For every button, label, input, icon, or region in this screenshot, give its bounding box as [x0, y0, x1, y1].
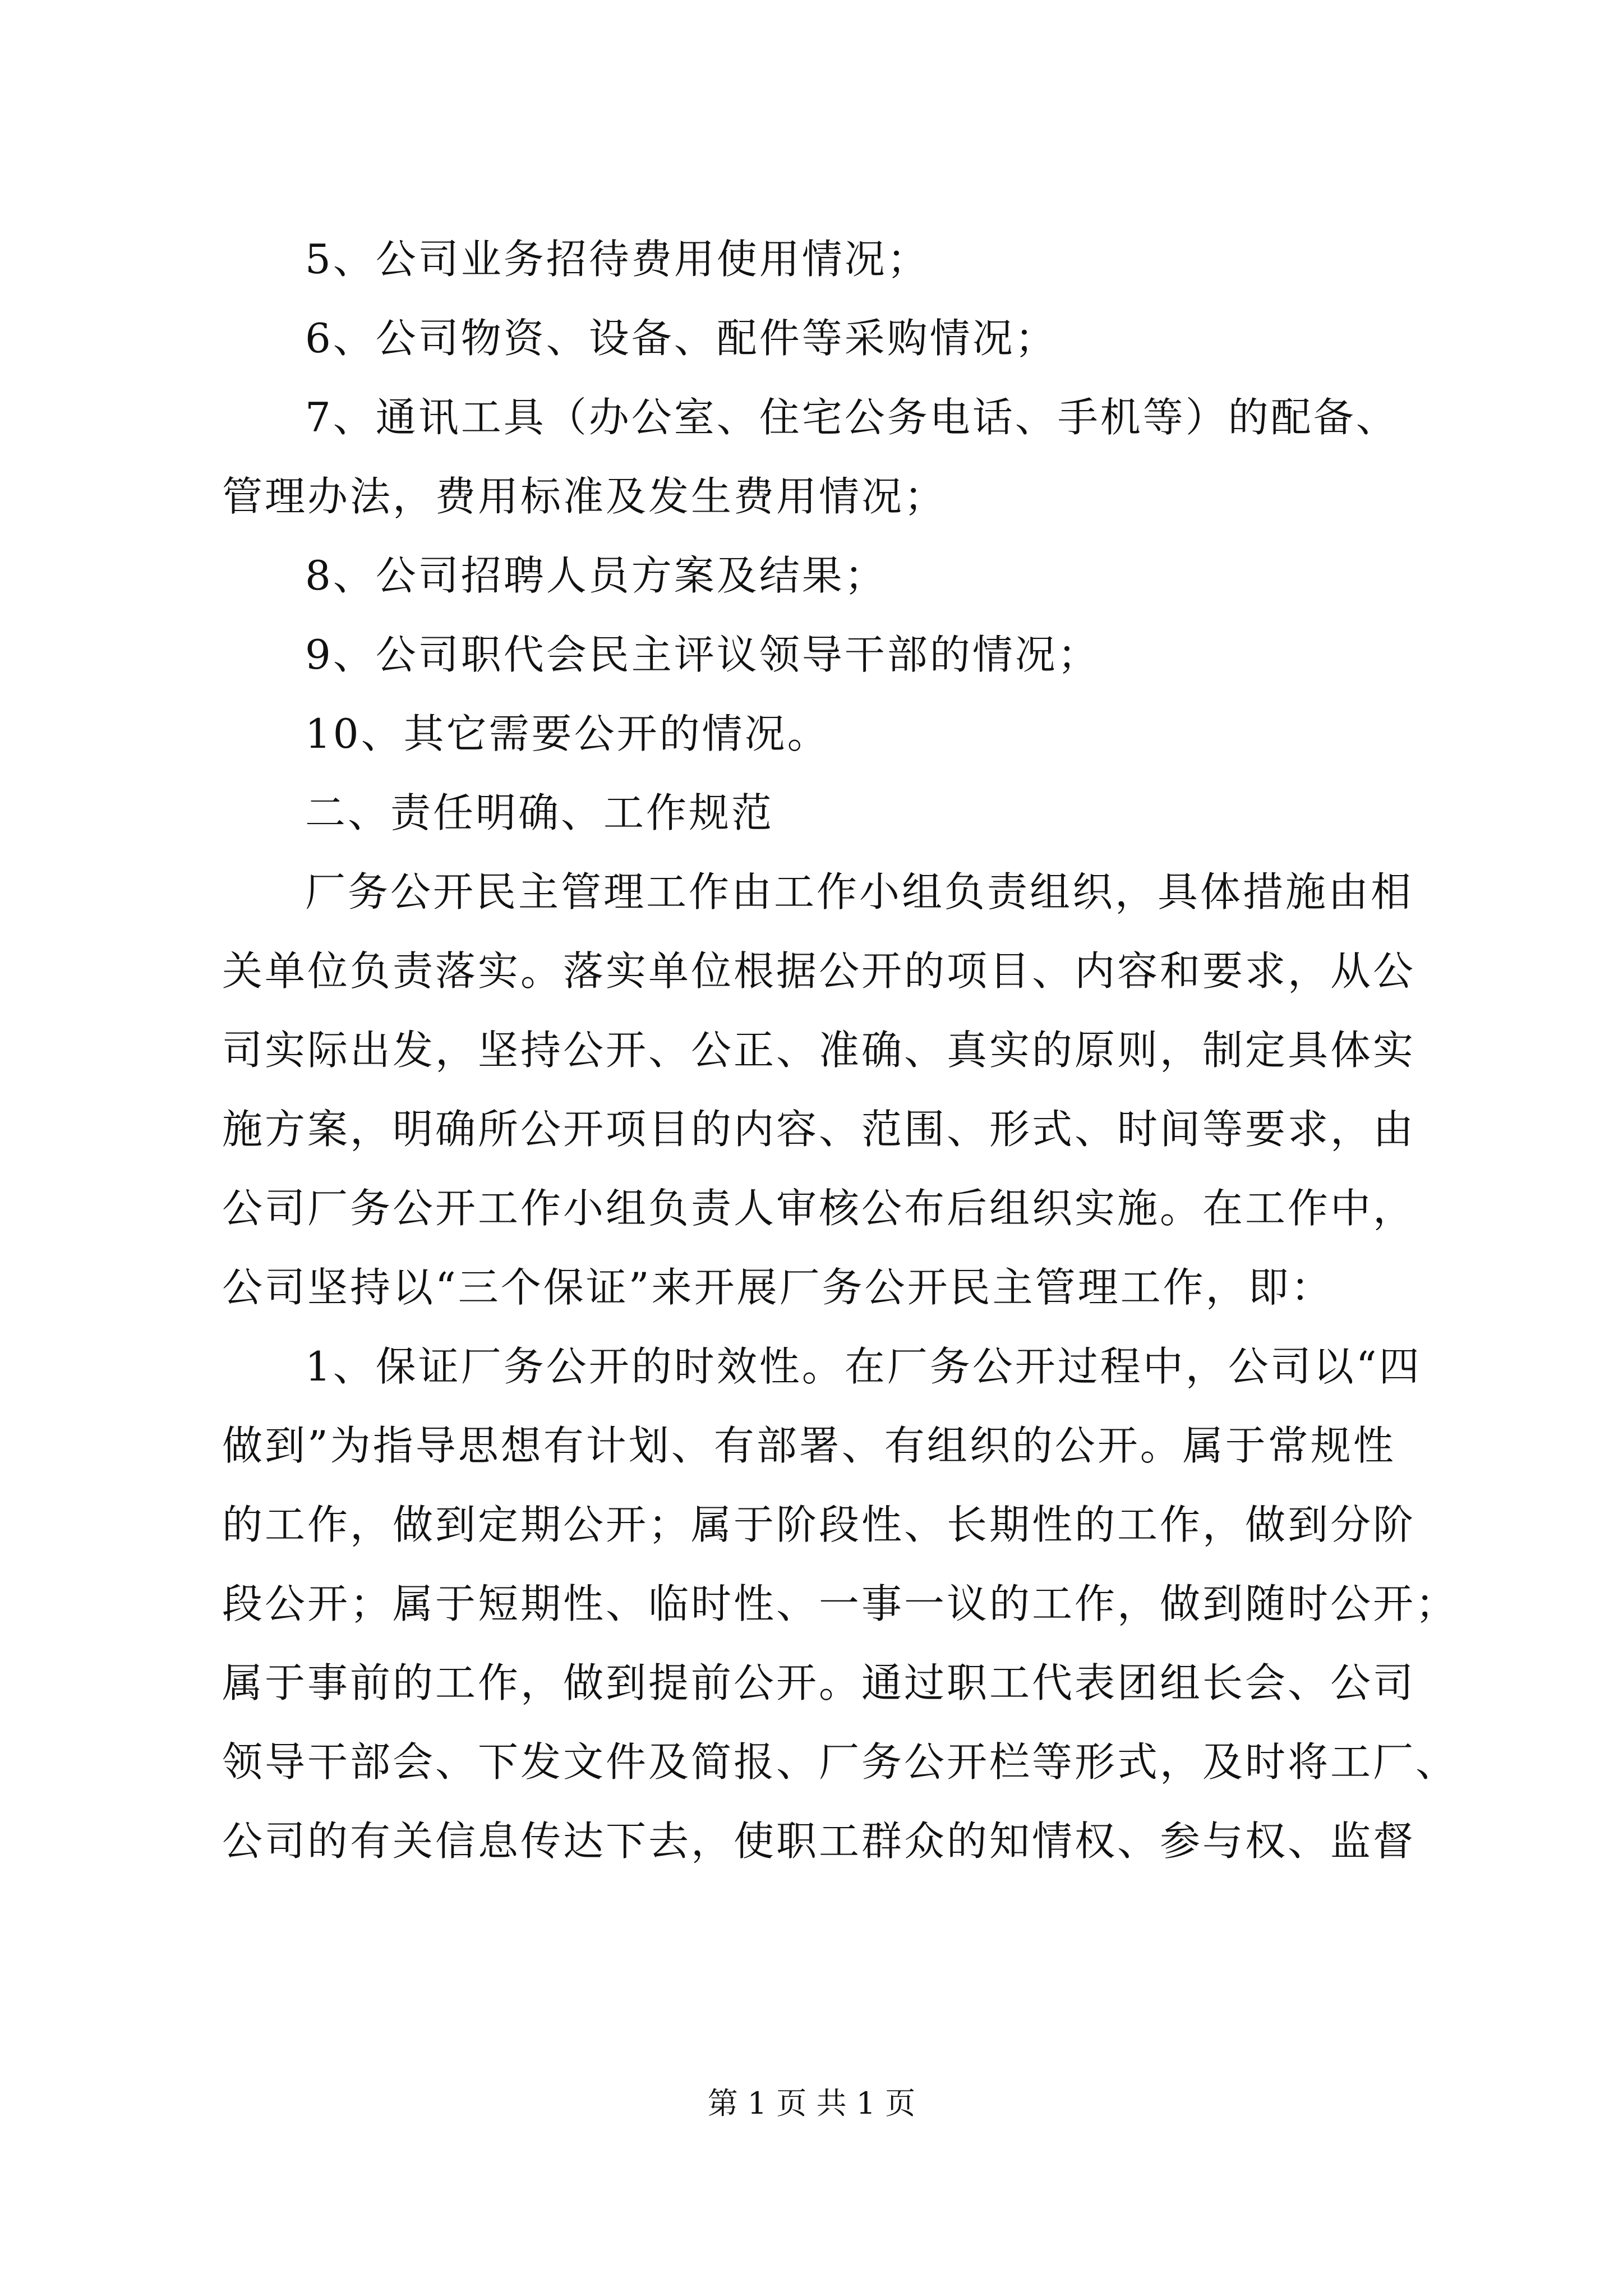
body-line: 厂务公开民主管理工作由工作小组负责组织，具体措施由相 [305, 868, 1414, 915]
body-line: 公司厂务公开工作小组负责人审核公布后组织实施。在工作中， [222, 1185, 1416, 1232]
body-line: 公司的有关信息传达下去，使职工群众的知情权、参与权、监督 [222, 1818, 1416, 1865]
body-line: 属于事前的工作，做到提前公开。通过职工代表团组长会、公司 [222, 1659, 1416, 1706]
body-line: 施方案，明确所公开项目的内容、范围、形式、时间等要求，由 [222, 1106, 1416, 1153]
body-line: 司实际出发，坚持公开、公正、准确、真实的原则，制定具体实 [222, 1027, 1416, 1074]
body-line: 的工作，做到定期公开；属于阶段性、长期性的工作，做到分阶 [222, 1501, 1416, 1548]
body-line: 5、公司业务招待费用使用情况； [305, 236, 930, 283]
body-line: 10、其它需要公开的情况。 [305, 710, 830, 757]
section-heading: 二、责任明确、工作规范 [305, 789, 774, 836]
body-line: 8、公司招聘人员方案及结果； [305, 552, 887, 599]
body-line: 7、通讯工具（办公室、住宅公务电话、手机等）的配备、 [305, 394, 1399, 441]
body-line: 关单位负责落实。落实单位根据公开的项目、内容和要求，从公 [222, 947, 1416, 995]
body-line: 段公开；属于短期性、临时性、一事一议的工作，做到随时公开； [222, 1580, 1459, 1627]
body-line: 领导干部会、下发文件及简报、厂务公开栏等形式，及时将工厂、 [222, 1738, 1459, 1786]
body-line: 9、公司职代会民主评议领导干部的情况； [305, 631, 1100, 678]
body-line: 1、保证厂务公开的时效性。在厂务公开过程中，公司以“四 [305, 1343, 1422, 1390]
body-line: 管理办法，费用标准及发生费用情况； [222, 473, 947, 520]
document-body [222, 220, 1459, 1881]
body-line: 公司坚持以“三个保证”来开展厂务公开民主管理工作，即： [222, 1264, 1334, 1311]
page-footer: 第 1 页 共 1 页 [707, 2086, 916, 2121]
body-line: 6、公司物资、设备、配件等采购情况； [305, 315, 1058, 362]
body-line: 做到”为指导思想有计划、有部署、有组织的公开。属于常规性 [222, 1422, 1396, 1469]
